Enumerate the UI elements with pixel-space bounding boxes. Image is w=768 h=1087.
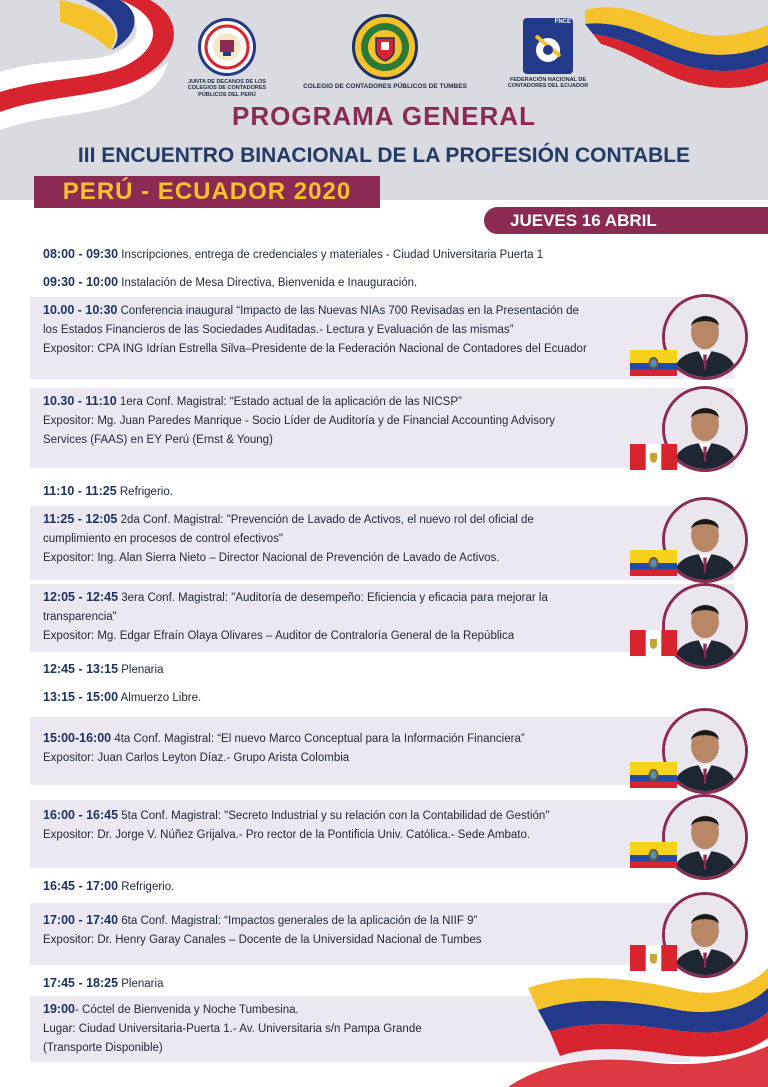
colegio-tumbes-caption: COLEGIO DE CONTADORES PÚBLICOS DE TUMBES [303, 83, 467, 90]
schedule-time: 09:30 - 10:00 [43, 275, 119, 289]
schedule-time: 10.30 - 11:10 [43, 394, 117, 408]
schedule-text: cumplimiento en procesos de control efectivos" [43, 533, 283, 545]
colegio-tumbes-logo [300, 14, 470, 90]
page-title: PROGRAMA GENERAL [232, 101, 536, 131]
speaker-text: Services (FAAS) en EY Perú (Ernst & Young) [43, 434, 273, 446]
schedule-time: 12:45 - 13:15 [43, 662, 119, 676]
ribbon-right-top [575, 0, 768, 100]
schedule-row [30, 297, 734, 379]
speaker-text: Expositor: Dr. Henry Garay Canales – Docente de la Universidad Nacional de Tumbes [43, 934, 482, 946]
junta-decanos-emblem [198, 18, 256, 76]
schedule-time: 13:15 - 15:00 [43, 690, 119, 704]
schedule-row [30, 388, 734, 468]
schedule-row [30, 717, 734, 785]
schedule-time: 17:45 - 18:25 [43, 976, 119, 990]
countries-banner: PERÚ - ECUADOR 2020 [34, 176, 380, 208]
date-banner: JUEVES 16 ABRIL [484, 207, 768, 234]
transport-text: (Transporte Disponible) [43, 1042, 163, 1054]
schedule-time: 17:00 - 17:40 [43, 913, 119, 927]
schedule-time: 16:45 - 17:00 [43, 879, 119, 893]
schedule-text: - Cóctel de Bienvenida y Noche Tumbesina. [74, 1004, 299, 1016]
speaker-text: Expositor: Ing. Alan Sierra Nieto – Director Nacional de Prevención de Lavado de Activos. [43, 552, 500, 564]
schedule-text: Plenaria [121, 978, 164, 990]
ecuador-flag-icon [630, 842, 677, 868]
event-subtitle: III ENCUENTRO BINACIONAL DE LA PROFESIÓN CONTABLE [77, 144, 691, 167]
schedule-time: 11:25 - 12:05 [43, 512, 118, 526]
schedule-text: Refrigerio. [119, 486, 173, 498]
junta-decanos-logo [178, 18, 276, 98]
schedule-text: 6ta Conf. Magistral: “Impactos generales de la aplicación de la NIIF 9” [121, 915, 478, 927]
schedule-text: Inscripciones, entrega de credenciales y materiales - Ciudad Universitaria Puerta 1 [121, 249, 544, 261]
schedule-time: 10.00 - 10:30 [43, 303, 118, 317]
schedule-text: 4ta Conf. Magistral: “El nuevo Marco Conceptual para la Información Financiera” [114, 733, 525, 745]
fnce-logo [500, 18, 596, 90]
schedule-row [30, 506, 734, 580]
schedule-text: 2da Conf. Magistral: "Prevención de Lavado de Activos, el nuevo rol del oficial de [120, 514, 534, 526]
speaker-text: Expositor: CPA ING Idrían Estrella Silva–Presidente de la Federación Nacional de Contadores del Ecuador [43, 343, 587, 355]
schedule-text: 5ta Conf. Magistral: "Secreto Industrial y su relación con la Contabilidad de Gestión" [121, 810, 550, 822]
schedule-row [30, 269, 734, 293]
schedule-text: Conferencia inaugural “Impacto de las Nuevas NIAs 700 Revisadas en la Presentación de [120, 305, 579, 317]
schedule-row [30, 656, 734, 680]
schedule-row [30, 684, 734, 708]
venue-text: Lugar: Ciudad Universitaria-Puerta 1.- Av. Universitaria s/n Pampa Grande [43, 1023, 422, 1035]
schedule-row [30, 903, 734, 965]
schedule-row [30, 800, 734, 868]
schedule-text: Plenaria [121, 664, 164, 676]
peru-flag-icon [630, 630, 677, 656]
schedule-text: 3era Conf. Magistral: "Auditoría de desempeño: Eficiencia y eficacia para mejorar la [121, 592, 548, 604]
schedule-row [30, 873, 734, 897]
schedule-row [30, 478, 734, 502]
schedule-time: 16:00 - 16:45 [43, 808, 119, 822]
schedule-text: Almuerzo Libre. [120, 692, 202, 704]
schedule-time: 15:00-16:00 [43, 731, 112, 745]
fnce-emblem [523, 18, 573, 74]
colegio-tumbes-emblem [352, 14, 418, 80]
schedule-text: 1era Conf. Magistral: “Estado actual de la aplicación de las NICSP” [119, 396, 462, 408]
ecuador-flag-icon [630, 350, 677, 376]
schedule-text: transparencia" [43, 611, 117, 623]
speaker-portrait [662, 583, 748, 669]
schedule-time: 08:00 - 09:30 [43, 247, 119, 261]
speaker-text: Expositor: Mg. Juan Paredes Manrique - Socio Líder de Auditoría y de Financial Accounting Advisory [43, 415, 556, 427]
fnce-emblem-text: FNCE [554, 19, 571, 25]
schedule-text: Instalación de Mesa Directiva, Bienvenida e Inauguración. [121, 277, 418, 289]
schedule-time: 11:10 - 11:25 [43, 484, 117, 498]
schedule-time: 12:05 - 12:45 [43, 590, 119, 604]
junta-decanos-caption: JUNTA DE DECANOS DE LOS COLEGIOS DE CONTADORES PÚBLICOS DEL PERÚ [187, 79, 267, 98]
peru-flag-icon [630, 444, 677, 470]
schedule-row [30, 241, 734, 265]
speaker-text: Expositor: Mg. Edgar Efraín Olaya Olivares – Auditor de Contraloría General de la República [43, 630, 515, 642]
speaker-text: Expositor: Dr. Jorge V. Núñez Grijalva.- Pro rector de la Pontificia Univ. Católica.- Sede Ambato. [43, 829, 531, 841]
ecuador-flag-icon [630, 762, 677, 788]
schedule-text: los Estados Financieros de las Sociedades Auditadas.- Lectura y Evaluación de las mismas” [43, 324, 514, 336]
schedule-text: Refrigerio. [121, 881, 175, 893]
speaker-text: Expositor: Juan Carlos Leyton Díaz.- Grupo Arista Colombia [43, 752, 350, 764]
ribbon-right-bottom [468, 960, 768, 1087]
fnce-caption: FEDERACIÓN NACIONAL DE CONTADORES DEL ECUADOR [507, 77, 589, 90]
ecuador-flag-icon [630, 550, 677, 576]
schedule-time: 19:00 [43, 1002, 75, 1016]
schedule-row [30, 584, 734, 652]
